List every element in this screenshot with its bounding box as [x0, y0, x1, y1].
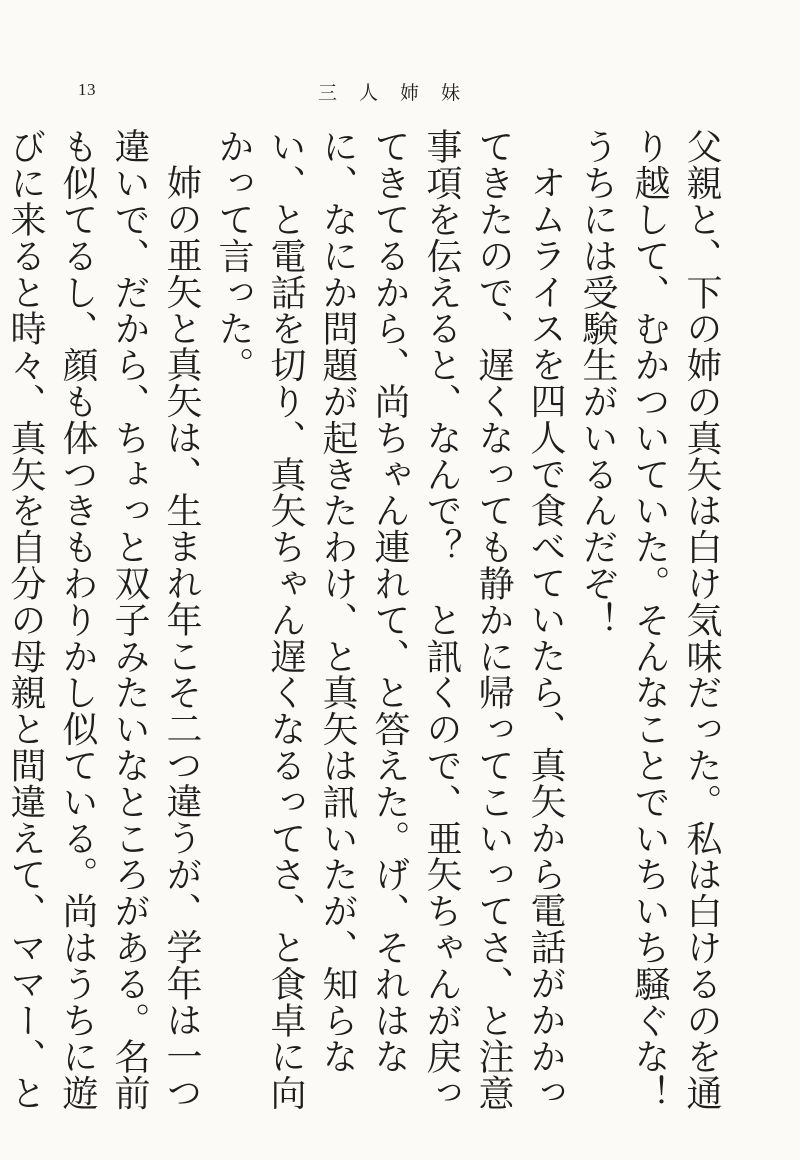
text-segment: 父親と、下の姉の真矢は白け気味だった。私は白けるのを通り越して、むかついていた。そんなことでいちいち騒ぐな！ うちには受験生がいるんだぞ！ [577, 128, 722, 1148]
text-segment: オムライスを四人で食べていたら、真矢から電話がかかってきたので、遅くなっても静かに帰ってこいってさ、と注意事項を伝えると、なんで？ と訊くので、亜矢ちゃんが戻ってきてるから、尚ちゃん連れて、と答えた。げ、それはなに、なにか問題が起きたわけ、と真矢は訊いたが、知らない、と電話を切り、真矢ちゃん遅くなるってさ、と食卓に向かって言った。 [213, 128, 566, 1111]
paragraph [0, 128, 207, 1128]
paragraph [207, 128, 571, 1128]
page-number: 13 [78, 80, 96, 99]
running-title: 三人姉妹 [318, 82, 483, 104]
text-segment: 姉の亜矢と真矢は、生まれ年こそ二つ違うが、学年は一つ違いで、だから、ちょっと双子みたいなところがある。名前も似てるし、顔も体つきもわりかし似ている。尚はうちに遊びに来ると時々、真矢を自分の母親と間違えて、ママー、と [5, 128, 202, 1111]
paragraph [571, 128, 727, 1148]
body-text [5, 128, 727, 1148]
